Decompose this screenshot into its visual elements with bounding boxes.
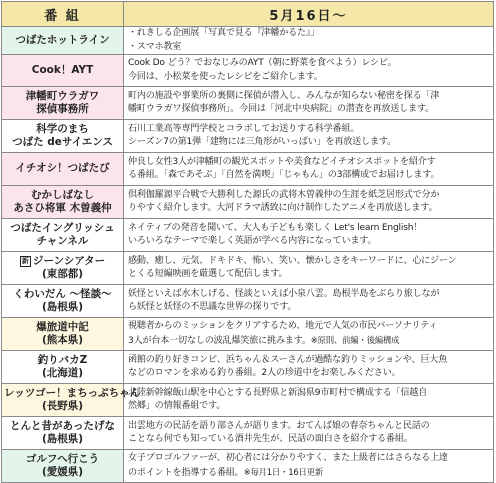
table-row (2, 186, 494, 219)
program-title-cell (2, 318, 124, 351)
program-title-sub: 探偵事務所 (36, 103, 89, 115)
program-title-cell (2, 87, 124, 120)
program-title-sub: チャンネル (36, 235, 89, 247)
program-column-header: 番 組 (2, 2, 124, 27)
program-title: くわいだん ～怪談～ (13, 287, 112, 300)
program-description-cell (124, 417, 494, 450)
description-line: 妖怪といえば水木しげる、怪談といえば小泉八雲。島根半島をぶらり旅しなが (128, 288, 440, 299)
program-description-cell (124, 186, 494, 219)
description-line: ・スマホ教室 (128, 41, 182, 52)
description-line: 北陸新幹線飯山駅を中心とする長野県と新潟県9市町村で構成する「信越自 (128, 387, 428, 398)
program-description-cell (124, 219, 494, 252)
program-title-sub: (島根県) (41, 433, 84, 445)
table-row (2, 153, 494, 186)
program-title-sub: あさひ将軍 木曽義仲 (13, 202, 112, 214)
program-title-sub: (北海道) (41, 367, 84, 379)
table-row (2, 87, 494, 120)
table-row (2, 351, 494, 384)
description-line: などのロマンを求める釣り番組。2人の珍道中をお楽しみください。 (128, 368, 401, 378)
program-description-cell (124, 55, 494, 87)
program-description-cell (124, 120, 494, 153)
program-title-cell (2, 384, 141, 417)
table-header-row (2, 2, 494, 27)
program-description-cell (124, 384, 494, 417)
program-description-cell (124, 252, 494, 285)
program-title-sub: (東部都) (41, 268, 84, 280)
program-title-cell (2, 252, 124, 285)
program-note: ※毎月1日・16日更新 (243, 466, 324, 477)
table-row (2, 252, 494, 285)
description-line: Cook Do どう？でおなじみのAYT（朝に野菜を食べよう）レシピ。 (128, 58, 397, 68)
table-row (2, 55, 494, 87)
program-title: レッツゴー！まちっぷちゃん (4, 386, 141, 399)
program-title-sub: (熊本県) (41, 334, 84, 346)
program-title-sub: (島根県) (41, 301, 84, 313)
program-title: 科学のまち (36, 122, 89, 135)
program-title: ゴルフへ行こう (25, 452, 100, 465)
table-row (2, 318, 494, 351)
program-title-cell (2, 186, 124, 219)
program-title-sub: つばた deサイエンス (12, 136, 113, 148)
program-title: 釣りバカZ (37, 353, 88, 366)
description-line: シーズン7の第1弾「建物には三角形がいっぱい」を再放送します。 (128, 137, 396, 147)
program-description-cell (124, 318, 494, 351)
program-title-cell (2, 219, 124, 252)
description-line: りやすく紹介します。大河ドラマ誘致に向け制作したアニメを再放送します。 (128, 203, 438, 213)
new-badge-icon: 新 (21, 256, 29, 265)
program-title-cell (2, 120, 124, 153)
program-title-sub: (長野県) (41, 400, 84, 412)
description-line: 然郷」の情報番組です。 (128, 401, 226, 411)
table-row (2, 450, 494, 483)
program-description-cell (124, 153, 494, 186)
program-title: 津幡町ウラガワ (25, 89, 100, 102)
program-title: むかしばなし (31, 188, 94, 201)
table-row (2, 285, 494, 318)
program-title: Cook！AYT (31, 63, 94, 76)
description-line: 感動、癒し、元気、ドキドキ、怖い、笑い、懐かしさをキーワードに、心にジーン (128, 255, 457, 266)
description-line: 視聴者からのミッションをクリアするため、地元で人気の市民パーソナリティ (128, 321, 438, 331)
program-title: つばたイングリッシュ (10, 221, 115, 234)
program-title: とんと昔があったげな (10, 419, 115, 432)
table-row (2, 384, 494, 417)
program-schedule-table (1, 1, 494, 483)
description-line: 今回は、小松菜を使ったレシピをご紹介します。 (128, 71, 323, 82)
description-line: 仲良し女性3人が津幡町の観光スポットや美食などイチオシスポットを紹介す (128, 156, 436, 167)
description-line: ら妖怪と妖怪の不思議な世界の探りです。 (128, 302, 297, 312)
table-row (2, 120, 494, 153)
description-line: 3人が台本一切なしの波乱爆笑旅に挑みます。※原則、前編・後編構成 (128, 334, 400, 346)
description-line: 函館の釣り好きコンビ、浜ちゃん＆スーさんが過酷な釣りミッションや、巨大魚 (128, 354, 448, 365)
description-line: のポイントを指導する番組。※毎月1日・16日更新 (128, 466, 324, 478)
description-line: ネイティブの発音を聞いて、大人も子どもも楽しく Let's learn English！ (128, 222, 423, 233)
date-column-header: 5月16日～ (124, 2, 494, 27)
program-title: イチオシ！つばたび (15, 162, 110, 175)
description-line: 出雲地方の民話を語り部さんが語ります。おてんば娘の春奈ちゃんと民話の (128, 420, 430, 431)
program-description-cell (124, 450, 494, 483)
program-title-cell (2, 153, 124, 186)
program-title-cell (2, 450, 124, 483)
program-description-cell (124, 87, 494, 120)
table-row (2, 417, 494, 450)
description-line: る番組。「森であそぶ」「自然を満喫」「じゃもん」の3部構成でお届けします。 (128, 170, 440, 180)
description-line: いろいろなテーマで楽しく英語が学べる内容になっています。 (128, 236, 377, 246)
program-title: 新 ジーンシアター (21, 254, 106, 267)
program-title-cell (2, 27, 124, 55)
program-title-cell (2, 285, 124, 318)
table-row (2, 219, 494, 252)
description-line: 女子プロゴルファーが、初心者には分かりやすく、また上級者にはさらなる上達 (128, 453, 448, 463)
program-description-cell (124, 27, 494, 55)
description-line: ことなら何でも知っている酒井先生が、民話の面白さを紹介する番組。 (128, 434, 413, 444)
description-line: 幡町ウラガワ探偵事務所」。今回は「河北中央病院」の潜査を再放送します。 (128, 104, 435, 114)
description-line: 倶利伽羅源平合戦で大勝利した源氏の武将木曽義仲の生涯を紙芝居形式で分か (128, 189, 440, 200)
description-line: 石川工業高等専門学校とコラボしてお送りする科学番組。 (128, 123, 360, 134)
program-title-cell (2, 55, 124, 87)
description-line: ・れきしる企画展「写真で見る『津幡かるた』」 (128, 28, 320, 38)
table-row (2, 27, 494, 55)
program-description-cell (124, 351, 494, 384)
program-title: つばたホットライン (15, 33, 110, 46)
description-line: 町内の施設や事業所の裏側に探偵が潜入し、みんなが知らない秘密を探る「津 (128, 90, 440, 101)
program-note: ※原則、前編・後編構成 (310, 334, 400, 345)
program-title: 爆旅道中記 (36, 320, 89, 333)
program-title-cell (2, 351, 124, 384)
program-description-cell (124, 285, 494, 318)
program-title-cell (2, 417, 124, 450)
program-title-sub: (愛媛県) (41, 466, 84, 478)
description-line: とくる短編映画を厳選して配信します。 (128, 269, 288, 279)
